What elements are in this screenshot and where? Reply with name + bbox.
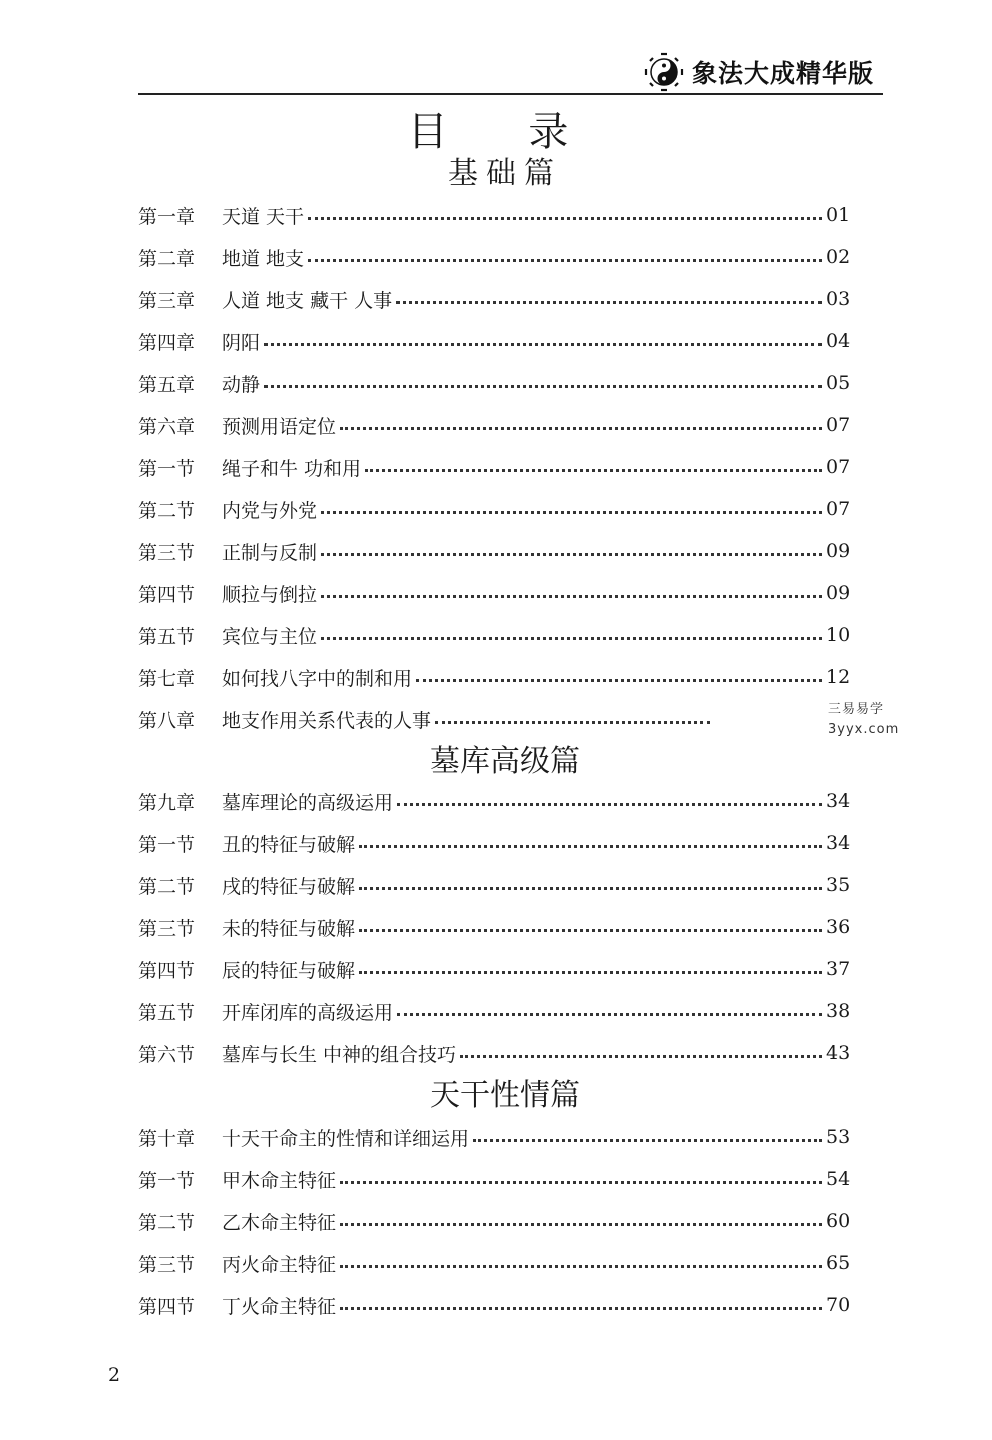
toc-entry[interactable] xyxy=(138,578,850,608)
entry-title: 未的特征与破解 xyxy=(222,917,356,940)
toc-entry[interactable] xyxy=(138,912,850,942)
entry-page: 60 xyxy=(826,1210,851,1232)
dot-leader xyxy=(397,1013,822,1016)
dot-leader xyxy=(264,343,822,346)
entry-label: 第一节 xyxy=(138,457,196,480)
dot-leader xyxy=(365,469,822,472)
dot-leader xyxy=(396,301,822,304)
entry-label: 第三节 xyxy=(138,1253,196,1276)
toc-entry[interactable] xyxy=(138,662,850,692)
entry-label: 第五节 xyxy=(138,625,196,648)
toc-entry[interactable] xyxy=(138,452,850,482)
entry-page: 10 xyxy=(826,624,851,646)
entry-label: 第三章 xyxy=(138,289,196,312)
entry-title: 辰的特征与破解 xyxy=(222,959,356,982)
dot-leader xyxy=(359,845,822,848)
toc-entry[interactable] xyxy=(138,1122,850,1152)
entry-page: 12 xyxy=(826,666,851,688)
entry-page: 04 xyxy=(826,330,851,352)
entry-page: 09 xyxy=(826,582,851,604)
toc-entry[interactable] xyxy=(138,954,850,984)
entry-label: 第五章 xyxy=(138,373,196,396)
entry-title: 地道 地支 xyxy=(222,247,305,270)
entry-label: 第一节 xyxy=(138,1169,196,1192)
entry-page: 01 xyxy=(826,204,851,226)
dot-leader xyxy=(308,259,822,262)
toc-entry[interactable] xyxy=(138,200,850,230)
entry-label: 第三节 xyxy=(138,541,196,564)
entry-title: 丁火命主特征 xyxy=(222,1295,337,1318)
dot-leader xyxy=(340,1307,822,1310)
entry-page: 07 xyxy=(826,456,851,478)
yin-yang-icon xyxy=(644,52,684,92)
toc-entry[interactable] xyxy=(138,410,850,440)
entry-title: 乙木命主特征 xyxy=(222,1211,337,1234)
dot-leader xyxy=(359,971,822,974)
toc-entry[interactable] xyxy=(138,870,850,900)
entry-label: 第十章 xyxy=(138,1127,196,1150)
entry-label: 第三节 xyxy=(138,917,196,940)
entry-label: 第四章 xyxy=(138,331,196,354)
toc-entry[interactable] xyxy=(138,996,850,1026)
entry-page: 03 xyxy=(826,288,851,310)
entry-page: 07 xyxy=(826,498,851,520)
brand-title: 象法大成精华版 xyxy=(691,59,874,88)
entry-label: 第四节 xyxy=(138,1295,196,1318)
toc-entry[interactable] xyxy=(138,704,738,734)
entry-label: 第五节 xyxy=(138,1001,196,1024)
entry-label: 第二节 xyxy=(138,1211,196,1234)
toc-entry[interactable] xyxy=(138,786,850,816)
toc-entry[interactable] xyxy=(138,494,850,524)
entry-label: 第二节 xyxy=(138,875,196,898)
entry-title: 预测用语定位 xyxy=(222,415,337,438)
entry-title: 十天干命主的性情和详细运用 xyxy=(222,1127,470,1150)
entry-label: 第二章 xyxy=(138,247,196,270)
entry-label: 第四节 xyxy=(138,959,196,982)
dot-leader xyxy=(473,1139,822,1142)
entry-page: 02 xyxy=(826,246,851,268)
toc-entry[interactable] xyxy=(138,828,850,858)
header-brand xyxy=(644,52,874,92)
toc-entry[interactable] xyxy=(138,1290,850,1320)
entry-title: 丙火命主特征 xyxy=(222,1253,337,1276)
dot-leader xyxy=(359,887,822,890)
dot-leader xyxy=(321,553,822,556)
entry-page: 05 xyxy=(826,372,851,394)
entry-page: 53 xyxy=(826,1126,851,1148)
entry-title: 顺拉与倒拉 xyxy=(222,583,318,606)
section-heading: 基础篇 xyxy=(448,156,562,191)
entry-title: 开库闭库的高级运用 xyxy=(222,1001,394,1024)
dot-leader xyxy=(340,427,822,430)
watermark-line2: 3yyx.com xyxy=(828,722,900,737)
entry-title: 内党与外党 xyxy=(222,499,318,522)
entry-label: 第一章 xyxy=(138,205,196,228)
entry-page: 54 xyxy=(826,1168,851,1190)
page-number: 2 xyxy=(108,1364,121,1386)
entry-page: 65 xyxy=(826,1252,851,1274)
entry-title: 地支作用关系代表的人事 xyxy=(222,709,432,732)
entry-title: 天道 天干 xyxy=(222,205,305,228)
entry-label: 第七章 xyxy=(138,667,196,690)
section-heading: 天干性情篇 xyxy=(430,1078,580,1113)
entry-title: 甲木命主特征 xyxy=(222,1169,337,1192)
toc-entry[interactable] xyxy=(138,620,850,650)
entry-page: 36 xyxy=(826,916,851,938)
entry-page: 43 xyxy=(826,1042,851,1064)
page-title: 目 录 xyxy=(407,109,603,155)
entry-page: 34 xyxy=(826,832,851,854)
dot-leader xyxy=(264,385,822,388)
entry-title: 宾位与主位 xyxy=(222,625,318,648)
toc-entry[interactable] xyxy=(138,284,850,314)
dot-leader xyxy=(340,1265,822,1268)
toc-entry[interactable] xyxy=(138,1248,850,1278)
entry-title: 墓库与长生 中神的组合技巧 xyxy=(222,1043,457,1066)
toc-entry[interactable] xyxy=(138,536,850,566)
entry-page: 34 xyxy=(826,790,851,812)
entry-title: 人道 地支 藏干 人事 xyxy=(222,289,393,312)
dot-leader xyxy=(435,721,710,724)
toc-entry[interactable] xyxy=(138,242,850,272)
entry-title: 墓库理论的高级运用 xyxy=(222,791,394,814)
dot-leader xyxy=(460,1055,822,1058)
entry-title: 戌的特征与破解 xyxy=(222,875,356,898)
watermark xyxy=(828,700,899,740)
entry-title: 动静 xyxy=(222,373,261,396)
dot-leader xyxy=(321,637,822,640)
toc-entry[interactable] xyxy=(138,1206,850,1236)
watermark-line1: 三易易学 xyxy=(828,702,885,717)
toc-entry[interactable] xyxy=(138,368,850,398)
header-rule xyxy=(138,93,883,95)
entry-label: 第四节 xyxy=(138,583,196,606)
entry-page: 09 xyxy=(826,540,851,562)
entry-title: 丑的特征与破解 xyxy=(222,833,356,856)
entry-page: 70 xyxy=(826,1294,851,1316)
entry-label: 第九章 xyxy=(138,791,196,814)
toc-entry[interactable] xyxy=(138,326,850,356)
entry-title: 绳子和牛 功和用 xyxy=(222,457,362,480)
entry-title: 如何找八字中的制和用 xyxy=(222,667,413,690)
dot-leader xyxy=(340,1223,822,1226)
section-heading: 墓库高级篇 xyxy=(430,744,580,779)
dot-leader xyxy=(416,679,822,682)
dot-leader xyxy=(359,929,822,932)
entry-title: 阴阳 xyxy=(222,331,261,354)
entry-title: 正制与反制 xyxy=(222,541,318,564)
entry-label: 第八章 xyxy=(138,709,196,732)
dot-leader xyxy=(321,511,822,514)
toc-entry[interactable] xyxy=(138,1038,850,1068)
entry-page: 38 xyxy=(826,1000,851,1022)
entry-label: 第一节 xyxy=(138,833,196,856)
dot-leader xyxy=(340,1181,822,1184)
entry-label: 第二节 xyxy=(138,499,196,522)
entry-label: 第六章 xyxy=(138,415,196,438)
toc-entry[interactable] xyxy=(138,1164,850,1194)
entry-page: 35 xyxy=(826,874,851,896)
dot-leader xyxy=(397,803,822,806)
entry-page: 07 xyxy=(826,414,851,436)
entry-page: 37 xyxy=(826,958,851,980)
dot-leader xyxy=(321,595,822,598)
dot-leader xyxy=(308,217,822,220)
entry-label: 第六节 xyxy=(138,1043,196,1066)
